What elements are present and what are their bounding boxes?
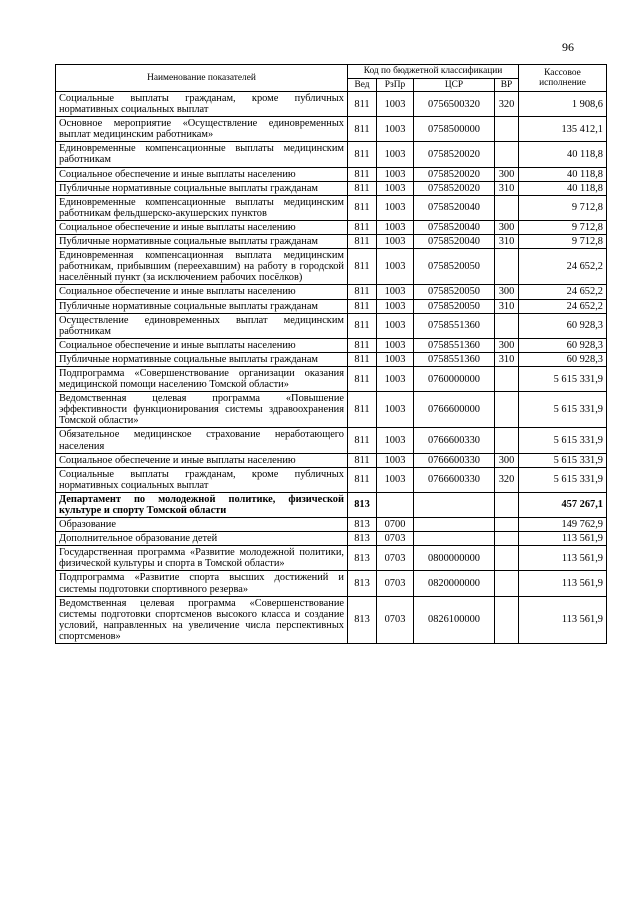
row-ved: 813 (348, 571, 377, 596)
row-rzpr: 1003 (377, 167, 414, 181)
header-code-group: Код по бюджетной классификации (348, 65, 519, 79)
row-csr: 0800000000 (414, 546, 495, 571)
table-row (56, 92, 607, 117)
row-amount: 24 652,2 (519, 299, 607, 313)
row-csr: 0758520050 (414, 299, 495, 313)
row-vr (495, 249, 519, 285)
row-ved: 811 (348, 249, 377, 285)
row-amount: 60 928,3 (519, 352, 607, 366)
row-vr: 310 (495, 181, 519, 195)
table-row (56, 571, 607, 596)
row-rzpr: 1003 (377, 249, 414, 285)
row-amount: 457 267,1 (519, 492, 607, 517)
row-ved: 811 (348, 392, 377, 428)
row-vr: 300 (495, 167, 519, 181)
table-row (56, 285, 607, 299)
row-rzpr: 1003 (377, 299, 414, 313)
row-ved: 811 (348, 366, 377, 391)
row-csr: 0758551360 (414, 338, 495, 352)
table-row (56, 352, 607, 366)
row-name: Социальные выплаты гражданам, кроме публичных нормативных социальных выплат (56, 467, 348, 492)
row-csr: 0766600330 (414, 428, 495, 453)
row-rzpr: 0703 (377, 571, 414, 596)
header-csr: ЦСР (414, 78, 495, 92)
row-name: Социальное обеспечение и иные выплаты населению (56, 338, 348, 352)
row-amount: 5 615 331,9 (519, 428, 607, 453)
row-amount: 40 118,8 (519, 167, 607, 181)
table-row (56, 532, 607, 546)
row-csr: 0758551360 (414, 313, 495, 338)
row-amount: 60 928,3 (519, 338, 607, 352)
row-csr: 0766600000 (414, 392, 495, 428)
row-amount: 113 561,9 (519, 546, 607, 571)
row-csr: 0758520040 (414, 220, 495, 234)
row-amount: 40 118,8 (519, 181, 607, 195)
row-csr: 0758520050 (414, 285, 495, 299)
row-vr: 310 (495, 352, 519, 366)
page-number: 96 (562, 40, 574, 54)
row-amount: 40 118,8 (519, 142, 607, 167)
row-name: Публичные нормативные социальные выплаты гражданам (56, 235, 348, 249)
row-name: Подпрограмма «Совершенствование организации оказания медицинской помощи населению Томской области» (56, 366, 348, 391)
table-row (56, 453, 607, 467)
row-rzpr: 1003 (377, 235, 414, 249)
row-vr (495, 117, 519, 142)
row-rzpr: 1003 (377, 428, 414, 453)
row-name: Публичные нормативные социальные выплаты гражданам (56, 181, 348, 195)
row-vr (495, 366, 519, 391)
row-csr: 0756500320 (414, 92, 495, 117)
row-rzpr: 1003 (377, 142, 414, 167)
table-row (56, 392, 607, 428)
row-vr (495, 596, 519, 643)
row-ved: 811 (348, 338, 377, 352)
table-row (56, 167, 607, 181)
row-csr (414, 492, 495, 517)
row-name: Основное мероприятие «Осуществление единовременных выплат медицинским работникам» (56, 117, 348, 142)
row-ved: 813 (348, 518, 377, 532)
row-name: Социальные выплаты гражданам, кроме публичных нормативных социальных выплат (56, 92, 348, 117)
row-amount: 5 615 331,9 (519, 366, 607, 391)
row-csr (414, 532, 495, 546)
row-vr (495, 546, 519, 571)
row-rzpr: 1003 (377, 338, 414, 352)
row-name: Осуществление единовременных выплат медицинским работникам (56, 313, 348, 338)
row-csr: 0758520040 (414, 235, 495, 249)
row-amount: 9 712,8 (519, 235, 607, 249)
row-name: Социальное обеспечение и иные выплаты населению (56, 220, 348, 234)
table-row (56, 546, 607, 571)
header-ved: Вед (348, 78, 377, 92)
row-vr: 310 (495, 299, 519, 313)
row-name: Социальное обеспечение и иные выплаты населению (56, 167, 348, 181)
row-rzpr: 1003 (377, 366, 414, 391)
row-csr: 0758520020 (414, 181, 495, 195)
table-row (56, 142, 607, 167)
table-row (56, 249, 607, 285)
row-ved: 811 (348, 142, 377, 167)
header-vr: ВР (495, 78, 519, 92)
table-row (56, 117, 607, 142)
row-ved: 811 (348, 352, 377, 366)
row-rzpr: 1003 (377, 181, 414, 195)
row-ved: 811 (348, 181, 377, 195)
row-name: Ведомственная целевая программа «Совершенствование системы подготовки спортсменов высокого класса и создание условий, направленных на увеличение числа перспективных спортсменов» (56, 596, 348, 643)
row-csr: 0826100000 (414, 596, 495, 643)
row-rzpr: 0700 (377, 518, 414, 532)
row-name: Публичные нормативные социальные выплаты гражданам (56, 299, 348, 313)
row-name: Единовременная компенсационная выплата медицинским работникам, прибывшим (переехавшим) на работу в городской населённый пункт (за исключением рабочих посёлков) (56, 249, 348, 285)
row-ved: 811 (348, 235, 377, 249)
row-rzpr: 1003 (377, 352, 414, 366)
row-vr (495, 532, 519, 546)
row-csr: 0758520050 (414, 249, 495, 285)
row-ved: 813 (348, 492, 377, 517)
row-amount: 24 652,2 (519, 285, 607, 299)
row-amount: 113 561,9 (519, 571, 607, 596)
row-name: Социальное обеспечение и иные выплаты населению (56, 453, 348, 467)
row-ved: 811 (348, 285, 377, 299)
row-ved: 811 (348, 195, 377, 220)
table-header (56, 65, 607, 92)
row-csr: 0766600330 (414, 453, 495, 467)
row-csr: 0758551360 (414, 352, 495, 366)
row-ved: 813 (348, 532, 377, 546)
row-ved: 811 (348, 220, 377, 234)
row-csr: 0758520020 (414, 142, 495, 167)
row-vr: 300 (495, 285, 519, 299)
row-amount: 113 561,9 (519, 532, 607, 546)
table-row (56, 181, 607, 195)
row-rzpr: 0703 (377, 532, 414, 546)
row-vr (495, 492, 519, 517)
table-row (56, 596, 607, 643)
row-ved: 811 (348, 453, 377, 467)
row-vr (495, 518, 519, 532)
row-rzpr: 1003 (377, 467, 414, 492)
row-name: Дополнительное образование детей (56, 532, 348, 546)
table-row (56, 313, 607, 338)
row-vr (495, 195, 519, 220)
row-vr (495, 142, 519, 167)
row-rzpr: 0703 (377, 596, 414, 643)
row-ved: 811 (348, 467, 377, 492)
row-amount: 1 908,6 (519, 92, 607, 117)
row-vr: 300 (495, 338, 519, 352)
row-vr (495, 313, 519, 338)
header-name: Наименование показателей (56, 65, 348, 92)
row-rzpr: 1003 (377, 117, 414, 142)
row-amount: 5 615 331,9 (519, 453, 607, 467)
row-name: Единовременные компенсационные выплаты медицинским работникам (56, 142, 348, 167)
table-row (56, 299, 607, 313)
row-amount: 60 928,3 (519, 313, 607, 338)
row-rzpr: 1003 (377, 313, 414, 338)
table-row (56, 492, 607, 517)
header-rzpr: РзПр (377, 78, 414, 92)
row-csr: 0820000000 (414, 571, 495, 596)
row-csr: 0758520040 (414, 195, 495, 220)
row-ved: 811 (348, 313, 377, 338)
row-ved: 811 (348, 117, 377, 142)
table-body (56, 92, 607, 644)
row-name: Социальное обеспечение и иные выплаты населению (56, 285, 348, 299)
row-vr: 300 (495, 220, 519, 234)
table-row (56, 338, 607, 352)
row-csr: 0766600330 (414, 467, 495, 492)
row-ved: 811 (348, 92, 377, 117)
table-row (56, 366, 607, 391)
row-rzpr: 1003 (377, 220, 414, 234)
row-rzpr (377, 492, 414, 517)
row-vr (495, 571, 519, 596)
table-row (56, 220, 607, 234)
row-vr (495, 428, 519, 453)
row-ved: 811 (348, 428, 377, 453)
row-vr: 310 (495, 235, 519, 249)
row-rzpr: 1003 (377, 392, 414, 428)
budget-table (55, 64, 607, 644)
row-vr: 320 (495, 467, 519, 492)
row-rzpr: 1003 (377, 92, 414, 117)
header-exec: Кассовое исполнение (519, 65, 607, 92)
row-name: Подпрограмма «Развитие спорта высших достижений и системы подготовки спортивного резерва» (56, 571, 348, 596)
row-ved: 813 (348, 596, 377, 643)
row-ved: 811 (348, 299, 377, 313)
row-csr: 0760000000 (414, 366, 495, 391)
row-amount: 5 615 331,9 (519, 467, 607, 492)
row-name: Единовременные компенсационные выплаты медицинским работникам фельдшерско-акушерских пунктов (56, 195, 348, 220)
table-row (56, 195, 607, 220)
row-vr: 320 (495, 92, 519, 117)
row-amount: 5 615 331,9 (519, 392, 607, 428)
table-row (56, 428, 607, 453)
row-amount: 149 762,9 (519, 518, 607, 532)
row-csr: 0758500000 (414, 117, 495, 142)
row-rzpr: 1003 (377, 453, 414, 467)
table-row (56, 518, 607, 532)
table-row (56, 467, 607, 492)
row-name: Образование (56, 518, 348, 532)
row-amount: 135 412,1 (519, 117, 607, 142)
row-vr: 300 (495, 453, 519, 467)
row-rzpr: 1003 (377, 195, 414, 220)
row-amount: 9 712,8 (519, 195, 607, 220)
row-ved: 811 (348, 167, 377, 181)
row-rzpr: 0703 (377, 546, 414, 571)
row-name: Государственная программа «Развитие молодежной политики, физической культуры и спорта в Томской области» (56, 546, 348, 571)
table-row (56, 235, 607, 249)
row-amount: 113 561,9 (519, 596, 607, 643)
row-ved: 813 (348, 546, 377, 571)
row-amount: 24 652,2 (519, 249, 607, 285)
row-name: Департамент по молодежной политике, физической культуре и спорту Томской области (56, 492, 348, 517)
row-name: Ведомственная целевая программа «Повышение эффективности функционирования системы здравоохранения Томской области» (56, 392, 348, 428)
row-name: Публичные нормативные социальные выплаты гражданам (56, 352, 348, 366)
row-name: Обязательное медицинское страхование неработающего населения (56, 428, 348, 453)
row-csr (414, 518, 495, 532)
row-csr: 0758520020 (414, 167, 495, 181)
row-amount: 9 712,8 (519, 220, 607, 234)
row-rzpr: 1003 (377, 285, 414, 299)
row-vr (495, 392, 519, 428)
